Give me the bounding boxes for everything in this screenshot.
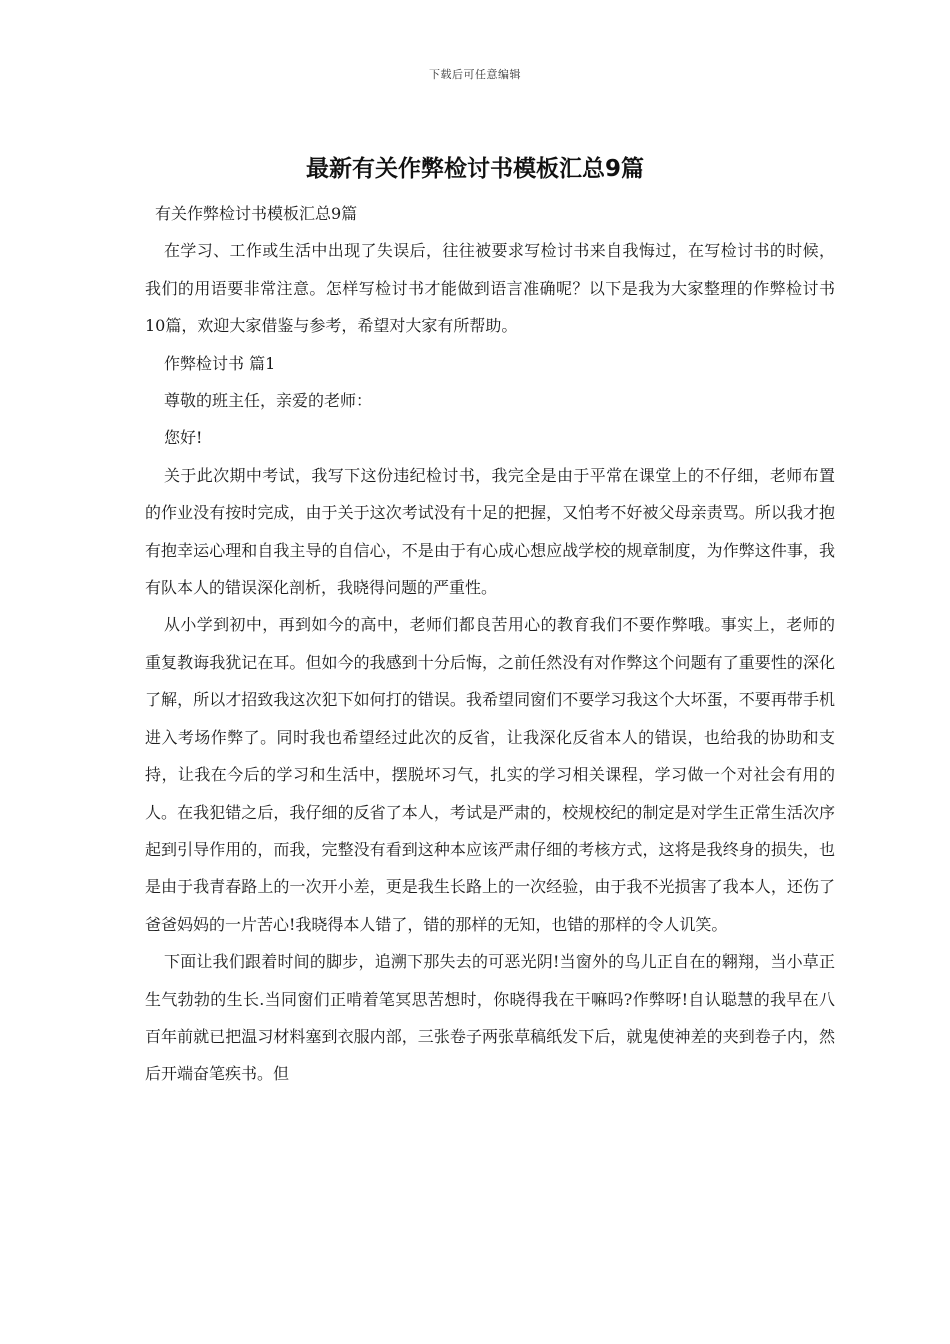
document-body (145, 195, 835, 1093)
section-heading: 作弊检讨书 篇1 (164, 353, 276, 373)
salutation: 尊敬的班主任，亲爱的老师： (164, 391, 373, 411)
document-subtitle: 有关作弊检讨书模板汇总9篇 (155, 204, 358, 223)
body-paragraph: 从小学到初中，再到如今的高中，老师们都良苦用心的教育我们不要作弊哦。事实上，老师的重复教诲我犹记在耳。但如今的我感到十分后悔，之前任然没有对作弊这个问题有了重要性的深化了解，所以才招致我这次犯下如何打的错误。我希望同窗们不要学习我这个大坏蛋，不要再带手机进入考场作弊了。同时我也希望经过此次的反省，让我深化反省本人的错误，也给我的协助和支持，让我在今后的学习和生活中，摆脱坏习气，扎实的学习相关课程，学习做一个对社会有用的人。在我犯错之后，我仔细的反省了本人，考试是严肃的，校规校纪的制定是对学生正常生活次序起到引导作用的，而我，完整没有看到这种本应该严肃仔细的考核方式，这将是我终身的损失，也是由于我青春路上的一次开小差，更是我生长路上的一次经验，由于我不光损害了我本人，还伤了爸爸妈妈的一片苦心!我晓得本人错了，错的那样的无知，也错的那样的令人讥笑。 (145, 615, 835, 934)
header-note: 下载后可任意编辑 (429, 68, 521, 81)
intro-paragraph: 在学习、工作或生活中出现了失误后，往往被要求写检讨书来自我悔过，在写检讨书的时候，我们的用语要非常注意。怎样写检讨书才能做到语言准确呢？以下是我为大家整理的作弊检讨书10篇，欢迎大家借鉴与参考，希望对大家有所帮助。 (145, 241, 835, 336)
body-paragraph: 关于此次期中考试，我写下这份违纪检讨书，我完全是由于平常在课堂上的不仔细，老师布置的作业没有按时完成，由于关于这次考试没有十足的把握，又怕考不好被父母亲责骂。所以我才抱有抱幸运心理和自我主导的自信心，不是由于有心成心想应战学校的规章制度，为作弊这件事，我有队本人的错误深化剖析，我晓得问题的严重性。 (145, 465, 835, 598)
greeting: 您好! (164, 428, 203, 448)
document-title: 最新有关作弊检讨书模板汇总9篇 (305, 156, 644, 182)
body-paragraph: 下面让我们跟着时间的脚步，追溯下那失去的可恶光阴!当窗外的鸟儿正自在的翱翔，当小草正生气勃勃的生长.当同窗们正啃着笔冥思苦想时，你晓得我在干嘛吗?作弊呀!自认聪慧的我早在八百年前就已把温习材料塞到衣服内部，三张卷子两张草稿纸发下后，就鬼使神差的夹到卷子内，然后开端奋笔疾书。但 (145, 952, 835, 1084)
